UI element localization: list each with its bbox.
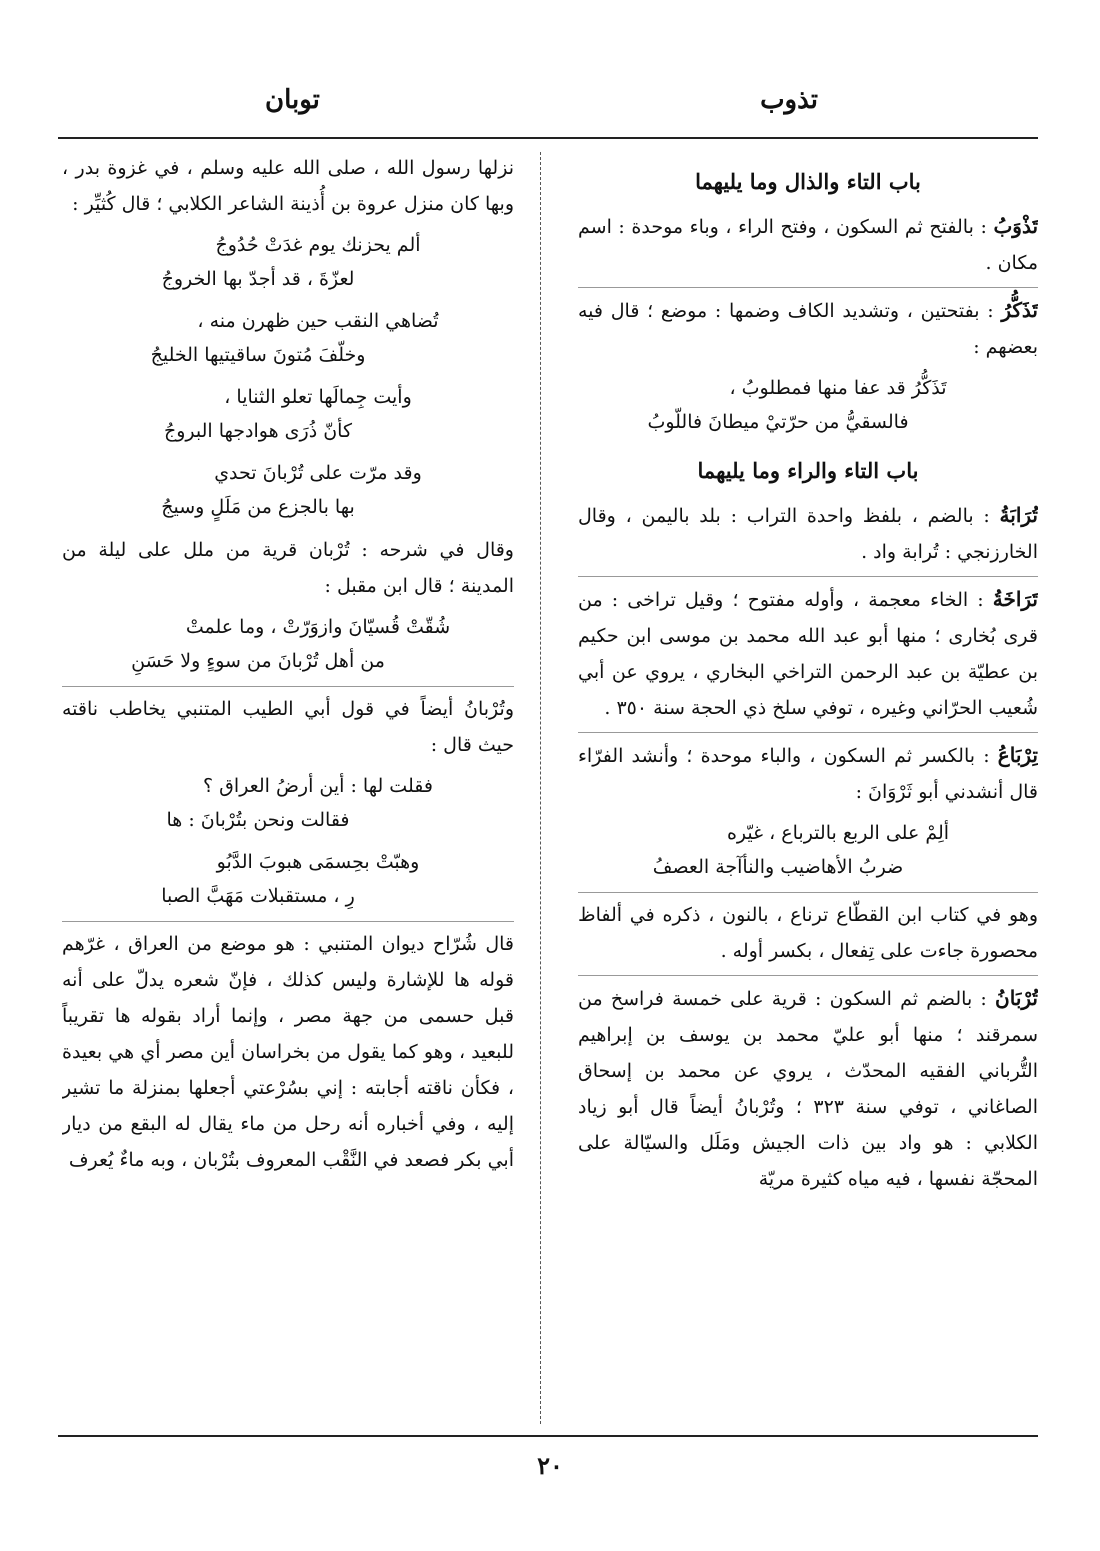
verse-hemistich-first: ألم يحزنك يوم غدَتْ حُدُوجُ [215,234,421,256]
verse-hemistich-first: وقد مرّت على تُرْبانَ تحدي [214,462,422,484]
entry-continuation: وهو في كتاب ابن القطّاع ترناع ، بالنون ، ذكره في ألفاظ محصورة جاءت على تِفعال ، بكسر أوله . [578,892,1038,969]
verse [62,228,514,296]
headword: تَذْوَبُ [993,214,1038,238]
page-number: ٢٠ [537,1451,563,1480]
right-column [578,150,1038,1430]
entry-text: : الخاء معجمة ، وأوله مفتوح ؛ وقيل تراخى : من قرى بُخارى ؛ منها أبو عبد الله محمد بن موسى ابن حكيم بن عطيّة بن عبد الرحمن التراخي البخاري ، يروي عن أبي شُعيب الحرّاني وغيره ، توفي سلخ ذي الحجة سنة ٣٥٠ . [578,589,1038,719]
headword: تُرَابَةُ [999,503,1038,527]
footer-rule [58,1435,1038,1437]
entry-text: : بفتحتين ، وتشديد الكاف وضمها : موضع ؛ قال فيه بعضهم : [578,300,1038,358]
entry-tarakha [578,576,1038,726]
verse [62,380,514,448]
verse-hemistich-first: تُضاهي النقب حين ظهرن منه ، [197,310,439,332]
header-rule [58,137,1038,139]
headword: تَرَاخَةُ [992,587,1038,611]
verse-hemistich-first: شُقّتْ قُسيّانَ وازوَرّتْ ، وما علمتْ [185,616,451,638]
verse-hemistich-second: فقالت ونحن بتُرْبانَ : ها [166,809,350,831]
verse-hemistich-first: تَذَكُّرُ قد عفا منها فمطلوبُ ، [729,377,947,399]
paragraph: نزلها رسول الله ، صلى الله عليه وسلم ، في غزوة بدر ، وبها كان منزل عروة بن أُذينة الشاعر الكلابي ؛ قال كُثيِّر : [62,157,514,215]
verse [62,610,514,678]
verse-hemistich-second: بها بالجزع من مَلَلٍ وسيجُ [161,496,355,518]
verse [62,456,514,524]
verse-hemistich-second: رِ ، مستقبلات مَهَبَّ الصبا [161,885,355,907]
verse-hemistich-first: فقلت لها : أين أرضُ العراق ؟ [203,775,433,797]
paragraph: وقال في شرحه : تُرْبان قرية من ملل على ليلة من المدينة ؛ قال ابن مقبل : [62,539,514,597]
running-head-left: توبان [265,85,320,115]
verse [578,816,1038,884]
entry-turaba [578,497,1038,570]
headword: تِرْبَاعُ [997,743,1038,767]
headword: تُرْبَانُ [995,986,1038,1010]
running-head-right: تذوب [760,85,818,115]
entry-text: : بالضم ، بلفظ واحدة التراب : بلد باليمن ، وقال الخارزنجي : تُرابة واد . [578,505,1038,563]
paragraph: وتُرْبانُ أيضاً في قول أبي الطيب المتنبي يخاطب ناقته حيث قال : [62,686,514,763]
verse-hemistich-second: وخلّفَ مُتونَ ساقيتيها الخليجُ [150,344,366,366]
entry-turban [578,975,1038,1197]
left-column [62,150,514,1430]
verse-hemistich-first: وأيت جِمالَها تعلو الثنايا ، [224,386,412,408]
entry-tadhakkur [578,287,1038,439]
entry-tadhwab [578,208,1038,281]
entry-text: : بالفتح ثم السكون ، وفتح الراء ، وباء موحدة : اسم مكان . [578,216,1038,274]
chapter-title: باب التاء والذال وما يليهما [695,169,921,194]
verse-hemistich-second: فالسقيُّ من حرّتيْ ميطانَ فاللّوبُ [647,411,909,433]
verse-hemistich-first: ألِمْ على الربع بالترباع ، غيّره [726,822,950,844]
paragraph: قال شُرّاح ديوان المتنبي : هو موضع من العراق ، غرّهم قوله ها للإشارة وليس كذلك ، فإنّ شعره يدلّ على أنه قبل حسمى من جهة مصر ، وإنما أراد بقوله ها تقريباً للبعيد ، وهو كما يقول من بخراسان أين مصر أي هي بعيدة ، فكأن ناقته أجابته : إني بسُرْعتي أجعلها بمنزلة ما تشير إليه ، وفي أخباره أنه رحل من ماء يقال له البقع من ديار أبي بكر فصعد في النَّقْب المعروف بتُرْبان ، وبه ماءٌ يُعرف [62,921,514,1178]
verse-hemistich-first: وهبّتْ بحِسمَى هبوبَ الدَّبُو [216,851,420,873]
verse-hemistich-second: ضربُ الأهاضيب والنأآجة العصفُ [652,856,904,878]
entry-tirba [578,732,1038,969]
verse [62,304,514,372]
column-divider [540,152,541,1424]
verse-hemistich-second: كأنّ ذُرَى هوادجها البروجُ [163,420,352,442]
verse-hemistich-second: لعزّةَ ، قد أجدّ بها الخروجُ [161,268,355,290]
verse [62,845,514,913]
entry-text: : بالكسر ثم السكون ، والباء موحدة ؛ وأنشد الفرّاء قال أنشدني أبو ثَرْوَانَ : [578,745,1038,803]
verse-hemistich-second: من أهل تُرْبانَ من سوءٍ ولا حَسَنِ [131,650,385,672]
verse [578,371,1038,439]
headword: تَذَكُّرُ [1001,298,1038,322]
chapter-title: باب التاء والراء وما يليهما [697,458,919,483]
verse [62,769,514,837]
entry-text: : بالضم ثم السكون : قرية على خمسة فراسخ من سمرقند ؛ منها أبو عليّ محمد بن يوسف بن إبراهيم التُّرباني الفقيه المحدّث ، يروي عن محمد بن إسحاق الصاغاني ، توفي سنة ٣٢٣ ؛ وتُرْبانُ أيضاً قال أبو زياد الكلابي : هو واد بين ذات الجيش ومَلَل والسيّالة على المحجّة نفسها ، فيه مياه كثيرة مريّة [578,988,1038,1190]
